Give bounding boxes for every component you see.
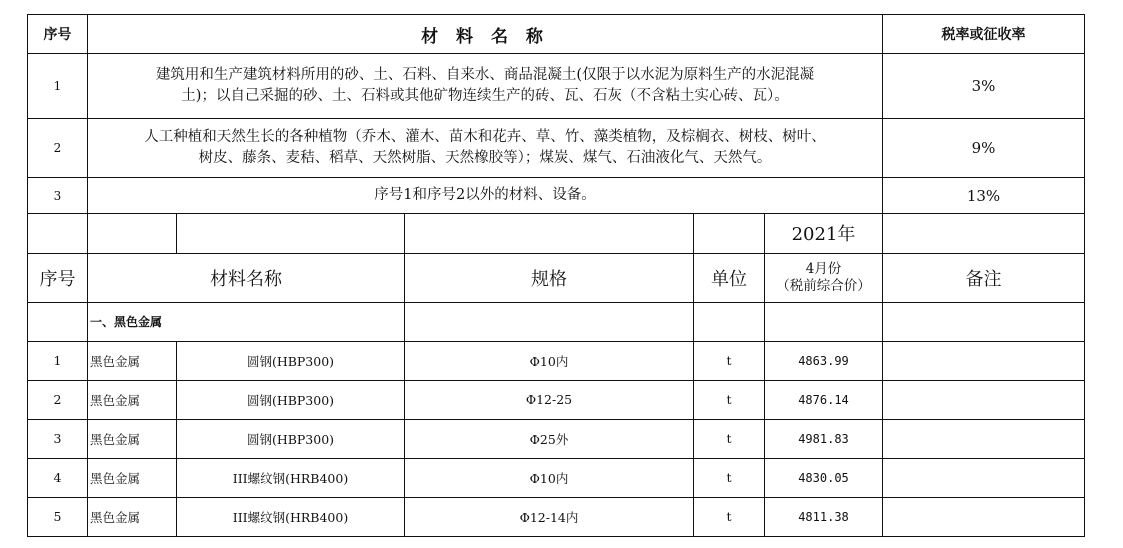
row-spec: Φ12-25	[405, 380, 694, 419]
row-index: 1	[28, 341, 88, 380]
empty-cell	[405, 213, 694, 253]
row-unit: t	[694, 380, 765, 419]
empty-cell	[883, 213, 1085, 253]
price-header-spec: 规格	[405, 253, 694, 302]
empty-cell	[405, 302, 694, 341]
price-header-index: 序号	[28, 253, 88, 302]
tax-row	[28, 54, 1085, 119]
tax-header-row	[28, 15, 1085, 54]
tax-row	[28, 119, 1085, 178]
table-row	[28, 497, 1085, 536]
table-row	[28, 419, 1085, 458]
price-header-material: 材料名称	[88, 253, 405, 302]
tax-row-index: 3	[28, 178, 88, 214]
empty-cell	[28, 302, 88, 341]
tax-row	[28, 178, 1085, 214]
table-row	[28, 341, 1085, 380]
price-header-month: 4月份	[805, 260, 842, 277]
tax-header-material: 材 料 名 称	[88, 15, 883, 54]
row-material: III螺纹钢(HRB400)	[177, 497, 405, 536]
category-row	[28, 302, 1085, 341]
price-table	[27, 213, 1085, 537]
tax-row-desc-line2: 树皮、藤条、麦秸、稻草、天然树脂、天然橡胶等）；煤炭、煤气、石油液化气、天然气。	[198, 150, 772, 166]
row-note	[883, 341, 1085, 380]
empty-cell	[694, 213, 765, 253]
row-index: 2	[28, 380, 88, 419]
tax-row-desc	[88, 119, 883, 178]
row-category: 黑色金属	[88, 419, 177, 458]
row-category: 黑色金属	[88, 458, 177, 497]
price-document	[27, 14, 1085, 537]
empty-cell	[694, 302, 765, 341]
row-material: 圆钢(HBP300)	[177, 341, 405, 380]
table-row	[28, 458, 1085, 497]
tax-row-desc: 序号1和序号2以外的材料、设备。	[88, 178, 883, 214]
row-spec: Φ25外	[405, 419, 694, 458]
price-year: 2021年	[765, 213, 883, 253]
empty-cell	[765, 302, 883, 341]
row-note	[883, 380, 1085, 419]
empty-cell	[177, 213, 405, 253]
row-unit: t	[694, 458, 765, 497]
tax-row-index: 2	[28, 119, 88, 178]
empty-cell	[883, 302, 1085, 341]
row-note	[883, 419, 1085, 458]
row-material: 圆钢(HBP300)	[177, 419, 405, 458]
tax-header-index: 序号	[28, 15, 88, 54]
tax-row-desc	[88, 54, 883, 119]
row-price: 4811.38	[765, 497, 883, 536]
row-note	[883, 497, 1085, 536]
row-price: 4863.99	[765, 341, 883, 380]
row-unit: t	[694, 497, 765, 536]
row-price: 4876.14	[765, 380, 883, 419]
tax-row-rate: 9%	[883, 119, 1085, 178]
price-header-note: 备注	[883, 253, 1085, 302]
row-index: 5	[28, 497, 88, 536]
empty-cell	[28, 213, 88, 253]
row-category: 黑色金属	[88, 341, 177, 380]
row-spec: Φ12-14内	[405, 497, 694, 536]
row-spec: Φ10内	[405, 458, 694, 497]
tax-rate-table	[27, 14, 1085, 214]
row-price: 4981.83	[765, 419, 883, 458]
row-unit: t	[694, 341, 765, 380]
price-header-unit: 单位	[694, 253, 765, 302]
empty-cell	[88, 213, 177, 253]
row-unit: t	[694, 419, 765, 458]
row-material: III螺纹钢(HRB400)	[177, 458, 405, 497]
row-note	[883, 458, 1085, 497]
tax-row-desc-line1: 人工种植和天然生长的各种植物（乔木、灌木、苗木和花卉、草、竹、藻类植物，及棕榈衣、树枝、树叶、	[144, 129, 826, 145]
tax-row-desc-line2: 土)；以自己采掘的砂、土、石料或其他矿物连续生产的砖、瓦、石灰（不含粘土实心砖、瓦）。	[181, 88, 789, 104]
row-index: 4	[28, 458, 88, 497]
price-header-row	[28, 253, 1085, 302]
price-header-pretax: （税前综合价）	[776, 277, 871, 294]
tax-row-desc-line1: 建筑用和生产建筑材料所用的砂、土、石料、自来水、商品混凝土(仅限于以水泥为原料生产的水泥混凝	[155, 67, 815, 83]
table-row	[28, 380, 1085, 419]
tax-header-rate: 税率或征收率	[883, 15, 1085, 54]
row-price: 4830.05	[765, 458, 883, 497]
row-category: 黑色金属	[88, 497, 177, 536]
row-category: 黑色金属	[88, 380, 177, 419]
row-index: 3	[28, 419, 88, 458]
tax-row-rate: 13%	[883, 178, 1085, 214]
row-material: 圆钢(HBP300)	[177, 380, 405, 419]
tax-row-index: 1	[28, 54, 88, 119]
price-year-row	[28, 213, 1085, 253]
row-spec: Φ10内	[405, 341, 694, 380]
category-label: 一、黑色金属	[88, 302, 405, 341]
price-header-price	[765, 253, 883, 302]
tax-row-rate: 3%	[883, 54, 1085, 119]
